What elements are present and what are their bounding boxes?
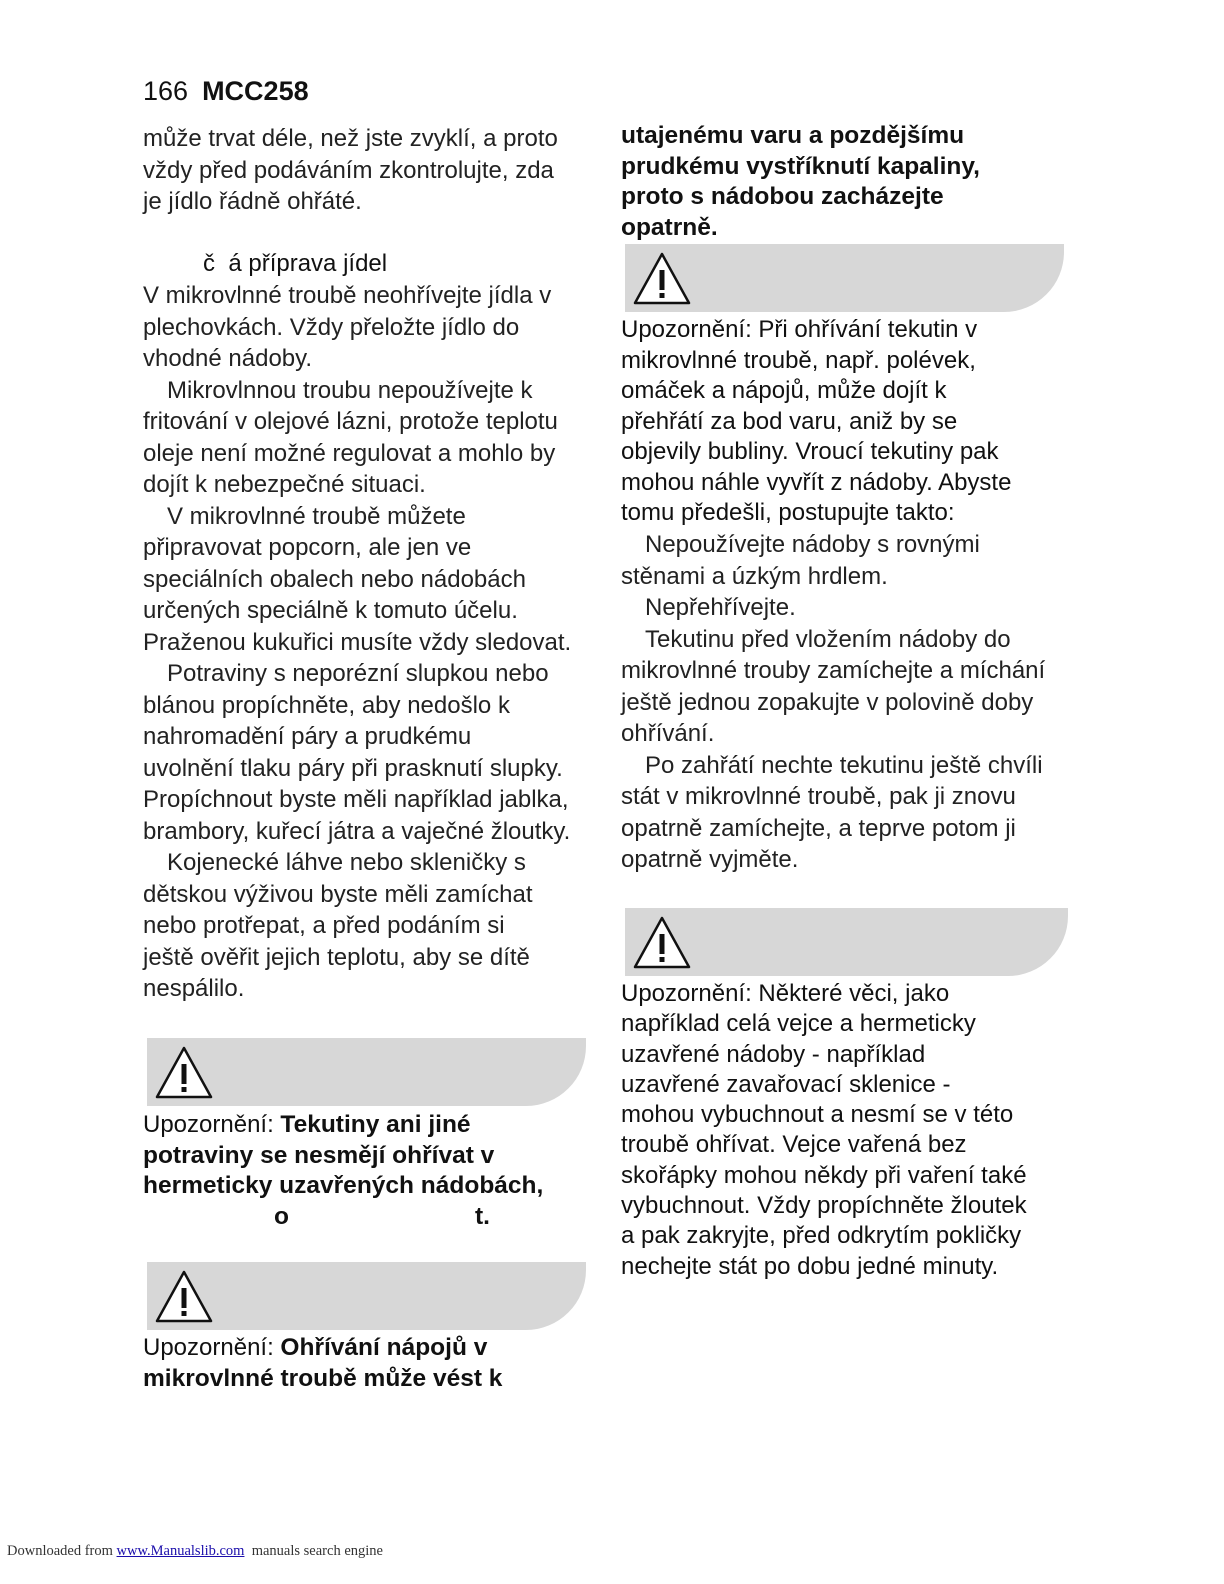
text-line: ještě jednou zopakujte v polovině doby (621, 688, 1034, 716)
footer-suffix: manuals search engine (244, 1543, 383, 1559)
right-bold-intro (621, 121, 980, 243)
text-line: vždy před podáváním zkontrolujte, zda (143, 156, 554, 184)
text-line: tomu předešli, postupujte takto: (621, 499, 955, 526)
text-line: Mikrovlnnou troubu nepoužívejte k (167, 376, 533, 404)
text-line: připravovat popcorn, ale jen ve (143, 534, 472, 561)
text-line: mikrovlnné troubě, např. polévek, (621, 346, 976, 374)
warning-text-1 (143, 1109, 543, 1233)
text-line: Po zahřátí nechte tekutinu ještě chvíli (645, 751, 1043, 779)
text-line: dětskou výživou byste měli zamíchat (143, 880, 533, 908)
text-line: objevily bubliny. Vroucí tekutiny pak (621, 438, 999, 465)
left-intro (143, 123, 558, 218)
warning-banner (625, 908, 1068, 976)
page-number: 166 (143, 76, 189, 106)
page-header (143, 74, 309, 108)
text-line: uzavřené zavařovací sklenice - (621, 1070, 951, 1098)
text-line: mikrovlnné trouby zamíchejte a míchání (621, 657, 1046, 684)
text-line: Tekutinu před vložením nádoby do (645, 625, 1011, 653)
warning-triangle-icon (631, 914, 693, 972)
model-name: MCC258 (202, 76, 309, 106)
warning-bold: Tekutiny ani jiné (280, 1111, 471, 1138)
section-title (143, 248, 387, 279)
text-line: opatrně vyjměte. (621, 846, 799, 873)
left-paragraphs (143, 280, 571, 1005)
right-list (621, 529, 1045, 876)
warning-banner (147, 1038, 586, 1106)
text-line: vhodné nádoby. (143, 345, 313, 372)
fragment-t: t. (475, 1202, 490, 1230)
text-line: ještě ověřit jejich teplotu, aby se dítě (143, 943, 530, 971)
warning-line (143, 1109, 543, 1141)
bold-line: opatrně. (621, 213, 718, 241)
warning-triangle-icon (153, 1268, 215, 1326)
text-line: Praženou kukuřici musíte vždy sledovat. (143, 628, 572, 656)
text-line: Upozornění: Při ohřívání tekutin v (621, 316, 978, 343)
warning-line: mikrovlnné troubě může vést k (143, 1364, 503, 1392)
bold-line: prudkému vystříknutí kapaliny, (621, 152, 980, 180)
text-line: plechovkách. Vždy přeložte jídlo do (143, 313, 520, 341)
text-line: omáček a nápojů, může dojít k (621, 377, 947, 404)
text-line: mohou náhle vyvřít z nádoby. Abyste (621, 468, 1012, 496)
text-line: fritování v olejové lázni, protože teplotu (143, 408, 558, 435)
warning-prefix: Upozornění: (143, 1111, 281, 1138)
text-line: je jídlo řádně ohřáté. (143, 188, 362, 215)
bold-line: utajenému varu a pozdějšímu (621, 122, 965, 149)
bold-line: proto s nádobou zacházejte (621, 183, 944, 210)
text-line: dojít k nebezpečné situaci. (143, 471, 426, 498)
text-line: Nepoužívejte nádoby s rovnými (645, 531, 980, 558)
text-line: Propíchnout byste měli například jablka, (143, 786, 569, 813)
warning-banner (147, 1262, 586, 1330)
warning-triangle-icon (153, 1044, 215, 1102)
warning-text-2 (143, 1332, 502, 1394)
warning-triangle-icon (631, 250, 693, 308)
manualslib-link[interactable]: www.Manualslib.com (116, 1543, 245, 1559)
warning-line: hermeticky uzavřených nádobách, (143, 1172, 544, 1199)
text-line: troubě ohřívat. Vejce vařená bez (621, 1131, 967, 1159)
text-line: uvolnění tlaku páry při prasknutí slupky. (143, 754, 563, 782)
text-line: ohřívání. (621, 720, 715, 747)
text-line: nespálilo. (143, 975, 245, 1002)
text-line: Kojenecké láhve nebo skleničky s (167, 849, 526, 876)
text-line: uzavřené nádoby - například (621, 1040, 926, 1068)
text-line: nahromadění páry a prudkému (143, 723, 472, 750)
warning-banner (625, 244, 1064, 312)
text-line: V mikrovlnné troubě můžete (167, 502, 466, 530)
warning-fragment-line (143, 1202, 543, 1233)
section-heading: č á příprava jídel (143, 250, 388, 277)
warning-text-3 (621, 315, 1011, 529)
text-line: mohou vybuchnout a nesmí se v této (621, 1101, 1014, 1129)
download-footer (7, 1543, 383, 1560)
text-line: stěnami a úzkým hrdlem. (621, 562, 888, 590)
text-line: určených speciálně k tomuto účelu. (143, 597, 518, 624)
warning-bold: Ohřívání nápojů v (280, 1334, 488, 1361)
fragment-o: o (274, 1202, 289, 1230)
warning-line: potraviny se nesmějí ohřívat v (143, 1141, 495, 1169)
text-line: Potraviny s neporézní slupkou nebo (167, 660, 549, 687)
text-line: vybuchnout. Vždy propíchněte žloutek (621, 1192, 1027, 1220)
footer-prefix: Downloaded from (7, 1543, 117, 1559)
text-line: stát v mikrovlnné troubě, pak ji znovu (621, 783, 1016, 810)
text-line: nebo protřepat, a před podáním si (143, 912, 505, 939)
text-line: brambory, kuřecí játra a vaječné žloutky. (143, 817, 571, 845)
text-line: přehřátí za bod varu, aniž by se (621, 407, 958, 435)
text-line: skořápky mohou někdy při vaření také (621, 1161, 1027, 1189)
warning-line (143, 1332, 502, 1364)
text-line: opatrně zamíchejte, a teprve potom ji (621, 814, 1016, 842)
warning-prefix: Upozornění: (143, 1334, 281, 1361)
text-line: Upozornění: Některé věci, jako (621, 980, 950, 1007)
warning-text-4 (621, 979, 1027, 1282)
text-line: například celá vejce a hermeticky (621, 1010, 976, 1038)
text-line: speciálních obalech nebo nádobách (143, 565, 526, 593)
text-line: oleje není možné regulovat a mohlo by (143, 439, 556, 467)
text-line: Nepřehřívejte. (645, 594, 796, 621)
text-line: může trvat déle, než jste zvyklí, a proto (143, 125, 558, 152)
text-line: a pak zakryjte, před odkrytím pokličky (621, 1222, 1022, 1250)
text-line: nechejte stát po dobu jedné minuty. (621, 1252, 999, 1280)
text-line: blánou propíchněte, aby nedošlo k (143, 691, 510, 719)
text-line: V mikrovlnné troubě neohřívejte jídla v (143, 282, 552, 309)
